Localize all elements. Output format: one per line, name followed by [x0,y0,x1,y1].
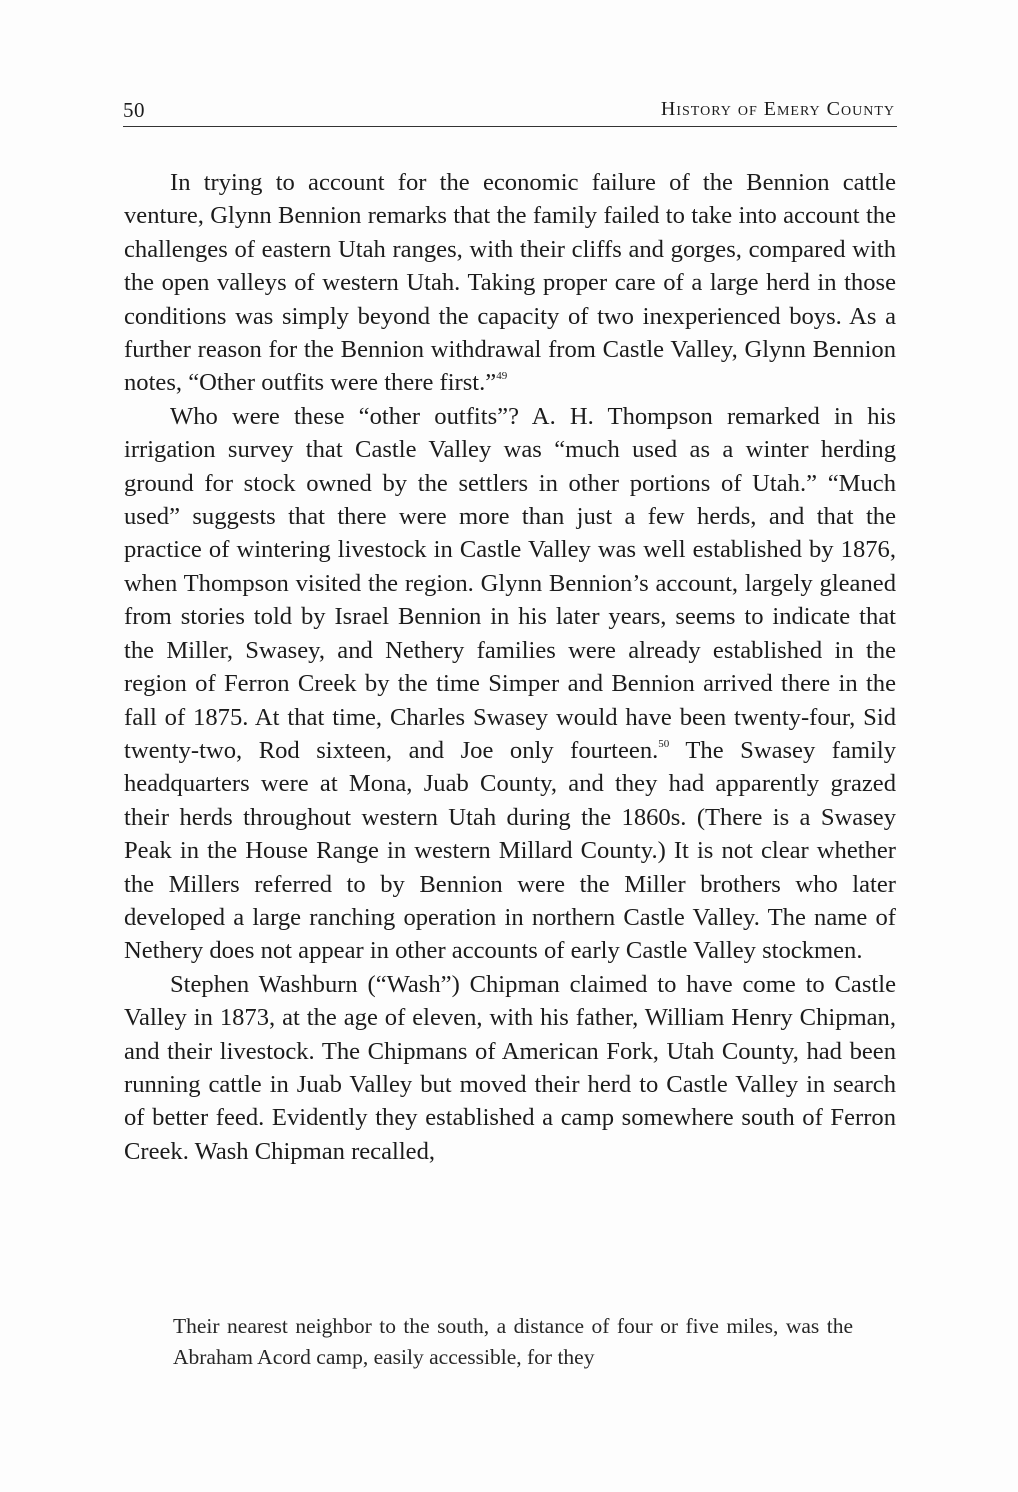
paragraph-3-text: Stephen Washburn (“Wash”) Chipman claimed to have come to Castle Valley in 1873, at the age of eleven, with his father, William Henry Chipman, and their livestock. The Chipmans of American Fork, Utah County, had been running cattle in Juab Valley but moved their herd to Castle Valley in search of better feed. Evidently they established a camp somewhere south of Ferron Creek. Wash Chipman recalled, [124,970,896,1165]
paragraph-2 [124,400,896,968]
paragraph-2-text-a: Who were these “other outfits”? A. H. Thompson remarked in his irrigation survey that Castle Valley was “much used as a winter herding ground for stock owned by the settlers in other portions of Utah.” “Much used” suggests that there were more than just a few herds, and that the practice of wintering livestock in Castle Valley was well established by 1876, when Thompson visited the region. Glynn Bennion’s account, largely gleaned from stories told by Israel Bennion in his later years, seems to indicate that the Miller, Swasey, and Nethery families were already established in the region of Ferron Creek by the time Simper and Bennion arrived there in the fall of 1875. At that time, Charles Swasey would have been twenty-four, Sid twenty-two, Rod sixteen, and Joe only fourteen. [124,402,896,764]
paragraph-1-text: In trying to account for the economic failure of the Bennion cattle venture, Glynn Bennion remarks that the family failed to take into account the challenges of eastern Utah ranges, with their cliffs and gorges, compared with the open valleys of western Utah. Taking proper care of a large herd in those conditions was simply beyond the capacity of two inexperienced boys. As a further reason for the Bennion withdrawal from Castle Valley, Glynn Bennion notes, “Other outfits were there first.” [124,169,896,397]
footnote-marker-49: 49 [496,370,508,383]
running-title: History of Emery County [660,98,895,120]
paragraph-1 [124,166,896,400]
block-quote: Their nearest neighbor to the south, a distance of four or five miles, was the Abraham Acord camp, easily accessible, for they [173,1314,853,1369]
running-header [123,96,897,127]
footnote-marker-50: 50 [658,737,670,750]
body-text [124,166,896,1168]
paragraph-3 [124,968,896,1168]
page-number: 50 [123,98,145,122]
paragraph-2-text-b: The Swasey family headquarters were at Mona, Juab County, and they had apparently grazed their herds throughout western Utah during the 1860s. (There is a Swasey Peak in the House Range in western Millard County.) It is not clear whether the Millers referred to by Bennion were the Miller brothers who later developed a large ranching operation in northern Castle Valley. The name of Nethery does not appear in other accounts of early Castle Valley stockmen. [124,736,897,965]
